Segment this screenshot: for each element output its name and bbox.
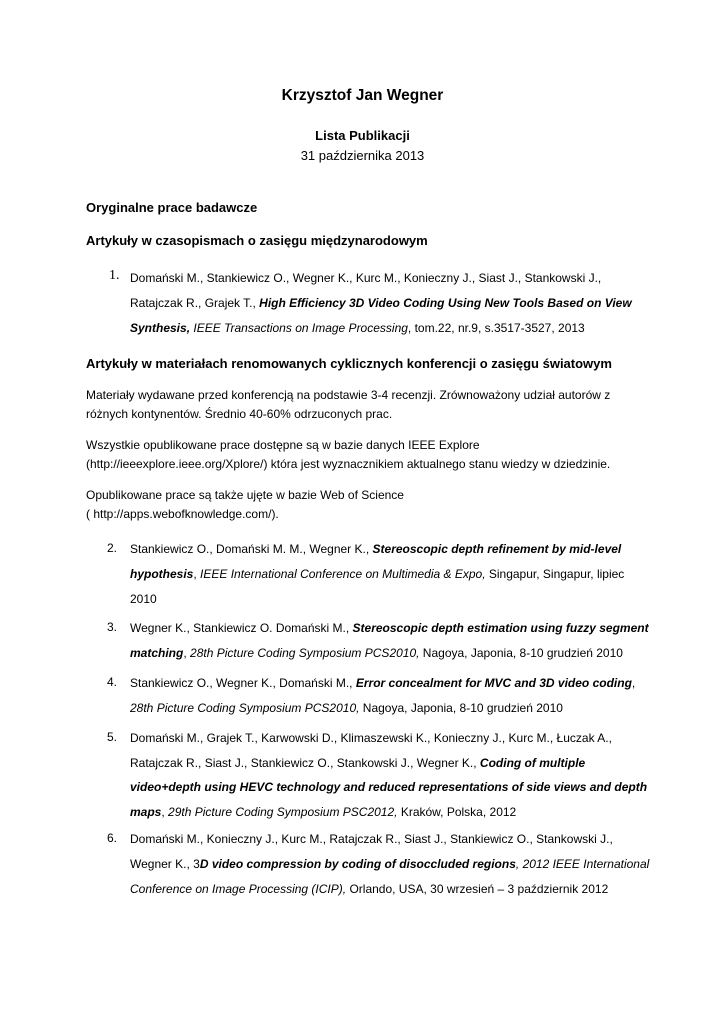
publication-line xyxy=(130,316,650,341)
publication-body xyxy=(130,827,650,902)
note-line: Wszystkie opublikowane prace dostępne są w bazie danych IEEE Explore xyxy=(86,438,480,452)
publication-venue: 28th Picture Coding Symposium PCS2010, xyxy=(130,701,360,715)
publication-authors: Stankiewicz O., Wegner K., Domański M., xyxy=(130,676,356,690)
publication-line xyxy=(130,641,650,666)
publication-details: Nagoya, Japonia, 8-10 grudzień 2010 xyxy=(419,646,623,660)
publication-number: 3. xyxy=(107,620,118,634)
publication-body xyxy=(130,266,650,341)
publication-authors: Wegner K., 3 xyxy=(130,857,200,871)
note-line: Opublikowane prace są także ujęte w bazie Web of Science xyxy=(86,488,404,502)
publication-line xyxy=(130,671,650,696)
publication-title: Stereoscopic depth estimation using fuzzy segment xyxy=(352,621,649,635)
publication-separator: , xyxy=(631,676,636,690)
section-heading-conferences: Artykuły w materiałach renomowanych cyklicznych konferencji o zasięgu światowym xyxy=(86,356,612,371)
document-date: 31 października 2013 xyxy=(300,148,425,163)
publication-venue: 2012 IEEE International xyxy=(522,857,650,871)
publication-line xyxy=(130,616,650,641)
publication-authors: Domański M., Grajek T., Karwowski D., Klimaszewski K., Konieczny J., Kurc M., Łuczak A., xyxy=(130,731,612,745)
note-paragraph-wos xyxy=(86,486,646,524)
publication-line xyxy=(130,291,650,316)
publication-line xyxy=(130,877,650,902)
publication-number: 4. xyxy=(107,675,118,689)
list-title: Lista Publikacji xyxy=(315,128,410,143)
publication-separator: , xyxy=(183,646,191,660)
publication-body xyxy=(130,537,650,612)
publication-title: High Efficiency 3D Video Coding Using New Tools Based on View xyxy=(259,296,632,310)
note-line: ( http://apps.webofknowledge.com/). xyxy=(86,507,279,521)
note-line: różnych kontynentów. Średnio 40-60% odrzuconych prac. xyxy=(86,407,393,421)
publication-authors: Wegner K., Stankiewicz O. Domański M., xyxy=(130,621,353,635)
publication-title: matching xyxy=(130,646,184,660)
publication-title: hypothesis xyxy=(130,567,194,581)
publication-title: maps xyxy=(130,804,162,819)
publication-number: 6. xyxy=(107,831,118,845)
publication-details: Nagoya, Japonia, 8-10 grudzień 2010 xyxy=(359,701,563,715)
publication-venue: IEEE Transactions on Image Processing xyxy=(193,321,408,335)
publication-separator: , xyxy=(515,857,523,871)
publication-title: video+depth using HEVC technology and reduced representations of side views and depth xyxy=(130,780,648,794)
publication-authors: Domański M., Stankiewicz O., Wegner K., Kurc M., Konieczny J., Siast J., Stankowski J., xyxy=(130,271,602,285)
publication-body xyxy=(130,616,650,666)
section-heading-original: Oryginalne prace badawcze xyxy=(86,200,258,215)
publication-title: Error concealment for MVC and 3D video coding xyxy=(355,676,632,690)
publication-body xyxy=(130,726,650,824)
section-heading-journals: Artykuły w czasopismach o zasięgu międzynarodowym xyxy=(86,233,428,248)
publication-line xyxy=(130,537,650,562)
publication-separator: , xyxy=(193,567,201,581)
publication-line xyxy=(130,696,650,721)
publication-title: Coding of multiple xyxy=(479,755,586,770)
publication-details: Singapur, Singapur, lipiec xyxy=(485,567,625,581)
publication-line xyxy=(130,800,650,825)
publication-venue: 29th Picture Coding Symposium PSC2012, xyxy=(168,804,398,819)
publication-line xyxy=(130,562,650,587)
publication-details: , tom.22, nr.9, s.3517-3527, 2013 xyxy=(407,321,585,335)
publication-number: 1. xyxy=(109,268,120,283)
publication-authors: Stankiewicz O., Domański M. M., Wegner K., xyxy=(130,542,373,556)
publication-line xyxy=(130,751,650,776)
note-paragraph-reviews xyxy=(86,386,646,424)
publication-title: D video compression by coding of disoccluded regions xyxy=(199,857,516,871)
note-paragraph-ieee xyxy=(86,436,646,474)
publication-authors: Ratajczak R., Grajek T., xyxy=(130,296,260,310)
publication-venue: IEEE International Conference on Multimedia & Expo, xyxy=(200,567,486,581)
publication-body xyxy=(130,671,650,721)
publication-number: 2. xyxy=(107,541,118,555)
publication-line xyxy=(130,852,650,877)
publication-separator: , xyxy=(161,804,169,819)
publication-number: 5. xyxy=(107,730,118,744)
publication-authors: Domański M., Konieczny J., Kurc M., Ratajczak R., Siast J., Stankiewicz O., Stankowski J., xyxy=(130,832,613,846)
publication-details: Orlando, USA, 30 wrzesień – 3 październik 2012 xyxy=(346,882,609,896)
publication-title: Stereoscopic depth refinement by mid-level xyxy=(372,542,622,556)
publication-separator: , xyxy=(186,321,194,335)
publication-details: Kraków, Polska, 2012 xyxy=(397,804,517,819)
note-line: (http://ieeexplore.ieee.org/Xplore/) która jest wyznacznikiem aktualnego stanu wiedzy w dziedzinie. xyxy=(86,457,611,471)
publication-title: Synthesis xyxy=(130,321,187,335)
author-name: Krzysztof Jan Wegner xyxy=(281,87,444,104)
publication-details: 2010 xyxy=(130,592,157,606)
publication-venue: Conference on Image Processing (ICIP), xyxy=(130,882,347,896)
note-line: Materiały wydawane przed konferencją na podstawie 3-4 recenzji. Zrównoważony udział autorów z xyxy=(86,388,611,402)
publication-venue: 28th Picture Coding Symposium PCS2010, xyxy=(190,646,420,660)
publication-authors: Ratajczak R., Siast J., Stankiewicz O., Stankowski J., Wegner K., xyxy=(130,755,480,770)
